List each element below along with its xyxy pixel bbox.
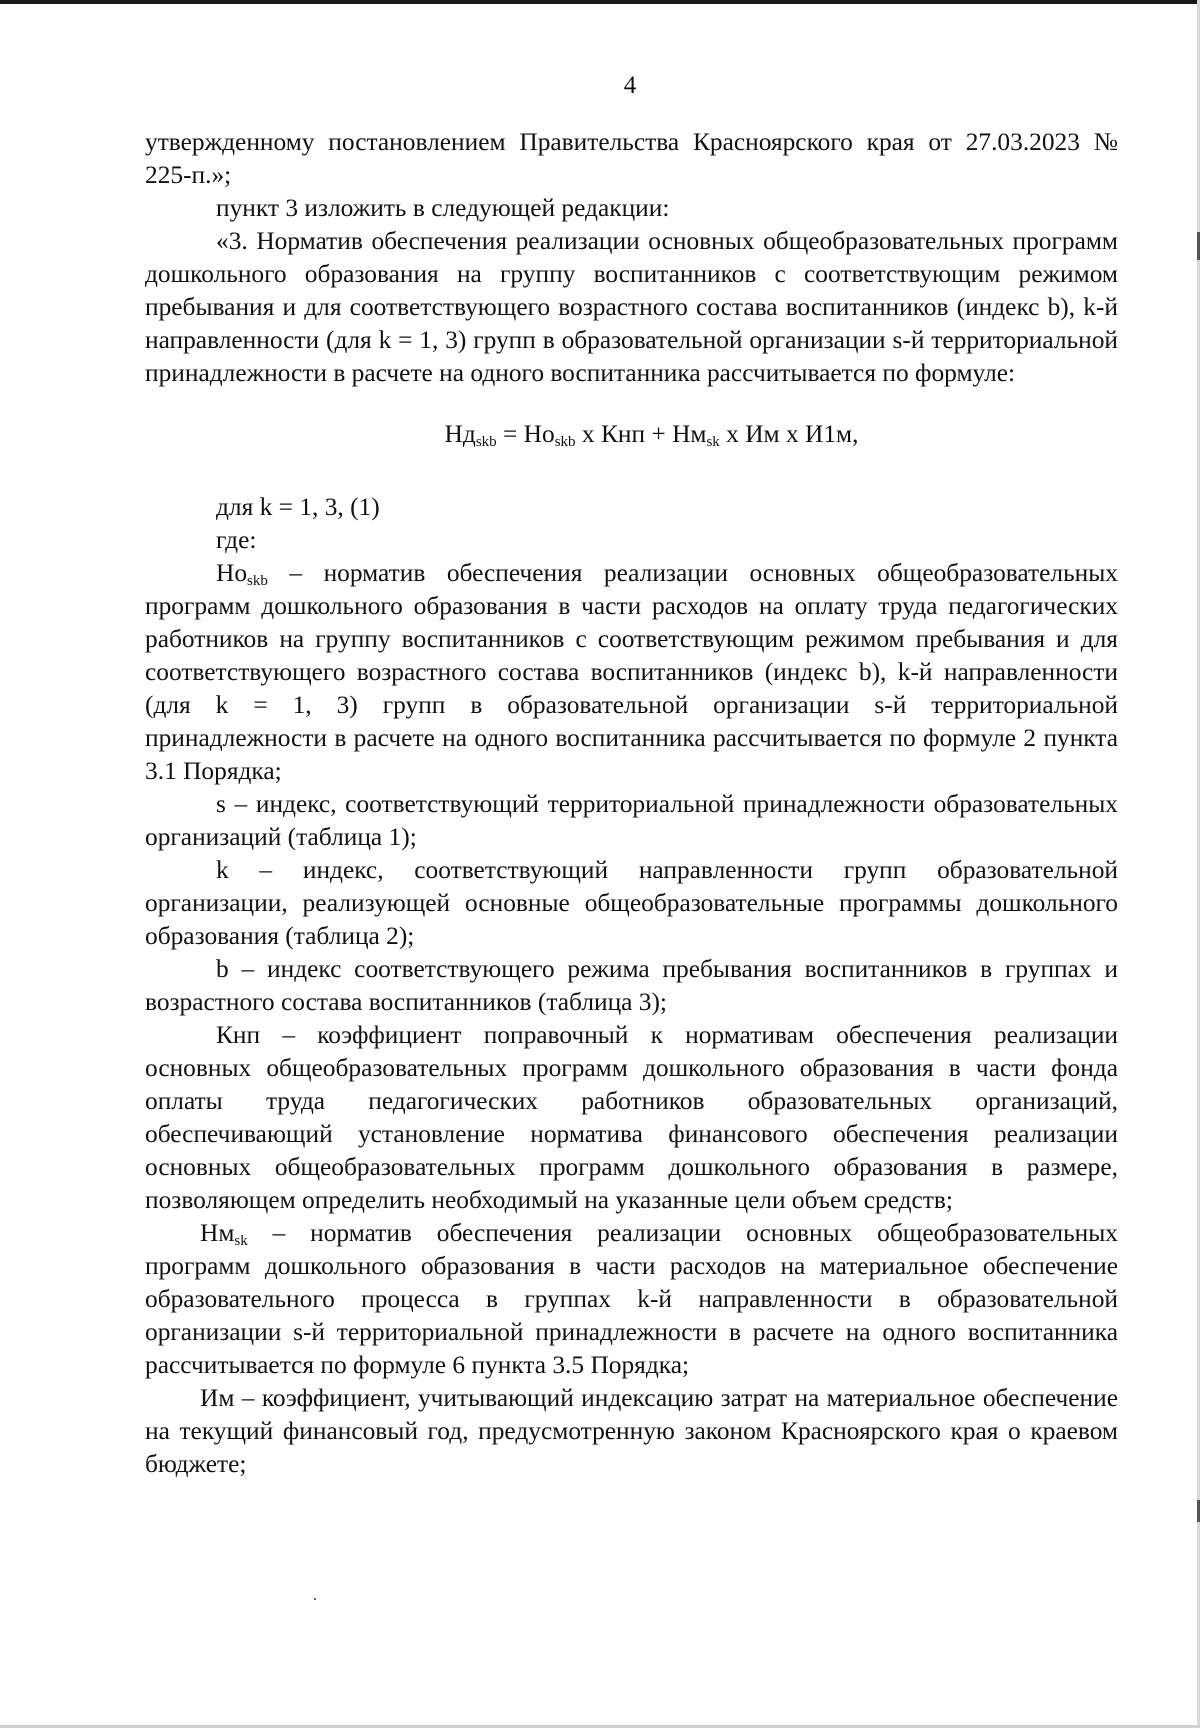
definition-ho-sub: skb <box>247 573 268 589</box>
formula-sub-skb: skb <box>475 434 497 450</box>
formula-sub-skb: skb <box>554 434 576 450</box>
definition-s: s – индекс, соответствующий территориальной принадлежности образовательных организаций (таблица 1); <box>145 790 1118 851</box>
definition-knp: Кнп – коэффициент поправочный к нормативам обеспечения реализации основных общеобразовательных программ дошкольного образования в части фонда оплаты труда педагогических работников образовательных организаций, обеспечивающий установление норматива финансового обеспечения реализации основных общеобразовательных программ дошкольного образования в размере, позволяющем определить необходимый на указанные цели объем средств; <box>145 1021 1118 1214</box>
definition-ho-text: – норматив обеспечения реализации основных общеобразовательных программ дошкольного образования в части расходов на оплату труда педагогических работников на группу воспитанников с соответствующим режимом пребывания и для соответствующего возрастного состава воспитанников (индекс b), k-й направленности (для k = 1, 3) групп в образовательной организации s-й территориальной принадлежности в расчете на одного воспитанника рассчитывается по формуле 2 пункта 3.1 Порядка; <box>145 559 1118 785</box>
intro-paragraph: утвержденному постановлением Правительства Красноярского края от 27.03.2023 № 225-п.»; <box>145 128 1118 189</box>
definition-nm <box>145 1217 1118 1382</box>
scan-top-border <box>0 0 1200 4</box>
definition-nm-symbol: Нм <box>200 1219 235 1247</box>
document-body <box>145 126 1118 1481</box>
where-label: где: <box>216 526 257 554</box>
formula-line <box>145 418 1118 451</box>
formula-sub-sk: sk <box>706 434 720 450</box>
definition-nm-text: – норматив обеспечения реализации основных общеобразовательных программ дошкольного образования в части расходов на материальное обеспечение образовательного процесса в группах k-й направленности в образовательной организации s-й территориальной принадлежности в расчете на одного воспитанника рассчитывается по формуле 6 пункта 3.5 Порядка; <box>145 1219 1118 1379</box>
page-number: 4 <box>623 72 637 99</box>
definition-b: b – индекс соответствующего режима пребывания воспитанников в группах и возрастного состава воспитанников (таблица 3); <box>145 955 1118 1016</box>
item-3-paragraph: «3. Норматив обеспечения реализации основных общеобразовательных программ дошкольного образования на группу воспитанников с соответствующим режимом пребывания и для соответствующего возрастного состава воспитанников (индекс b), k-й направленности (для k = 1, 3) групп в образовательной организации s-й территориальной принадлежности в расчете на одного воспитанника рассчитывается по формуле: <box>145 227 1118 387</box>
formula-rest-1: х Кнп + Нм <box>575 420 707 448</box>
instruction-paragraph: пункт 3 изложить в следующей редакции: <box>216 194 670 222</box>
formula-condition: для k = 1, 3, (1) <box>216 493 380 521</box>
scan-speck <box>314 1598 316 1600</box>
definition-k: k – индекс, соответствующий направленности групп образовательной организации, реализующей основные общеобразовательные программы дошкольного образования (таблица 2); <box>145 856 1118 950</box>
formula-rest-2: х Им х И1м, <box>719 420 859 448</box>
formula-nd: Нд <box>444 420 476 448</box>
formula-eq-ho: = Но <box>496 420 555 448</box>
definition-im: Им – коэффициент, учитывающий индексацию затрат на материальное обеспечение на текущий финансовый год, предусмотренную законом Красноярского края о краевом бюджете; <box>145 1384 1118 1478</box>
definition-ho-symbol: Но <box>216 559 248 587</box>
definition-nm-sub: sk <box>234 1233 248 1249</box>
definition-ho <box>145 557 1118 788</box>
